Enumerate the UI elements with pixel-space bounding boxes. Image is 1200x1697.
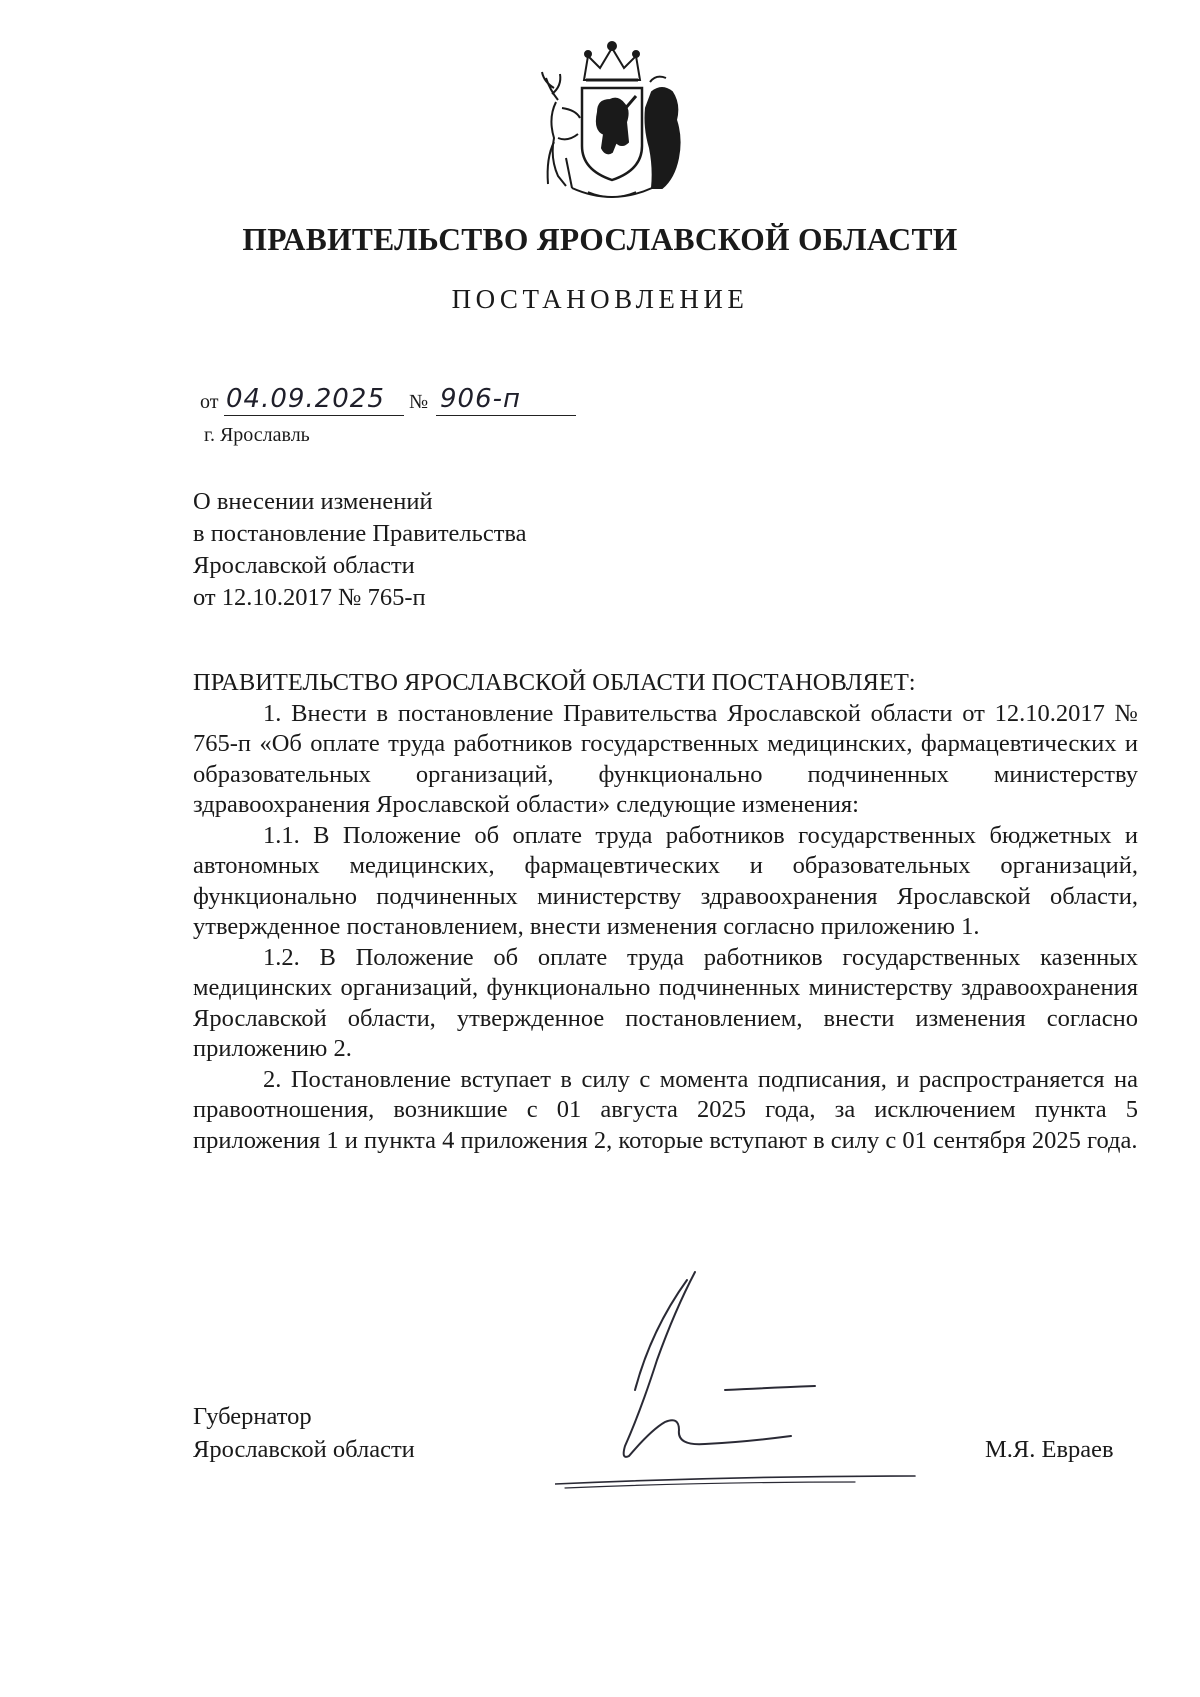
date-prefix-label: от <box>200 391 219 413</box>
decree-statement: ПРАВИТЕЛЬСТВО ЯРОСЛАВСКОЙ ОБЛАСТИ ПОСТАНОВЛЯЕТ: <box>193 669 916 696</box>
signatory-name: М.Я. Евраев <box>985 1436 1114 1463</box>
signatory-title <box>193 1400 415 1466</box>
document-subject <box>193 486 793 614</box>
body-paragraph: 1.1. В Положение об оплате труда работников государственных бюджетных и автономных медицинских, фармацевтических и образовательных организаций, функционально подчиненных министерству здравоохранения Ярославской области, утвержденное постановлением, внести изменения согласно приложению 1. <box>193 821 1138 940</box>
document-date-number <box>200 378 700 418</box>
handwritten-signature-icon <box>555 1270 935 1490</box>
number-sign-label: № <box>409 391 429 413</box>
number-underline <box>436 415 576 416</box>
handwritten-date: 04.09.2025 <box>226 384 385 414</box>
signatory-title-line: Губернатор <box>193 1403 312 1430</box>
signatory-title-line: Ярославской области <box>193 1436 415 1463</box>
organization-title: ПРАВИТЕЛЬСТВО ЯРОСЛАВСКОЙ ОБЛАСТИ <box>242 222 958 257</box>
date-underline <box>224 415 404 416</box>
subject-line: в постановление Правительства <box>193 520 527 547</box>
subject-line: от 12.10.2017 № 765-п <box>193 584 426 611</box>
document-body <box>193 668 1138 1156</box>
subject-line: О внесении изменений <box>193 488 433 515</box>
handwritten-number: 906-п <box>440 384 522 414</box>
city-label: г. Ярославль <box>204 424 310 446</box>
body-paragraph: 1.2. В Положение об оплате труда работников государственных казенных медицинских организаций, функционально подчиненных министерству здравоохранения Ярославской области, утвержденное постановлением, внести изменения согласно приложению 2. <box>193 943 1138 1062</box>
body-paragraph: 1. Внести в постановление Правительства Ярославской области от 12.10.2017 № 765-п «Об оплате труда работников государственных медицинских, фармацевтических и образовательных организаций, функционально подчиненных министерству здравоохранения Ярославской области» следующие изменения: <box>193 699 1138 818</box>
body-paragraph: 2. Постановление вступает в силу с момента подписания, и распространяется на правоотношения, возникшие с 01 августа 2025 года, за исключением пункта 5 приложения 1 и пункта 4 приложения 2, которые вступают в силу с 01 сентября 2025 года. <box>193 1065 1138 1154</box>
subject-line: Ярославской области <box>193 552 415 579</box>
coat-of-arms-icon <box>532 38 692 208</box>
document-type-heading: ПОСТАНОВЛЕНИЕ <box>451 284 749 314</box>
